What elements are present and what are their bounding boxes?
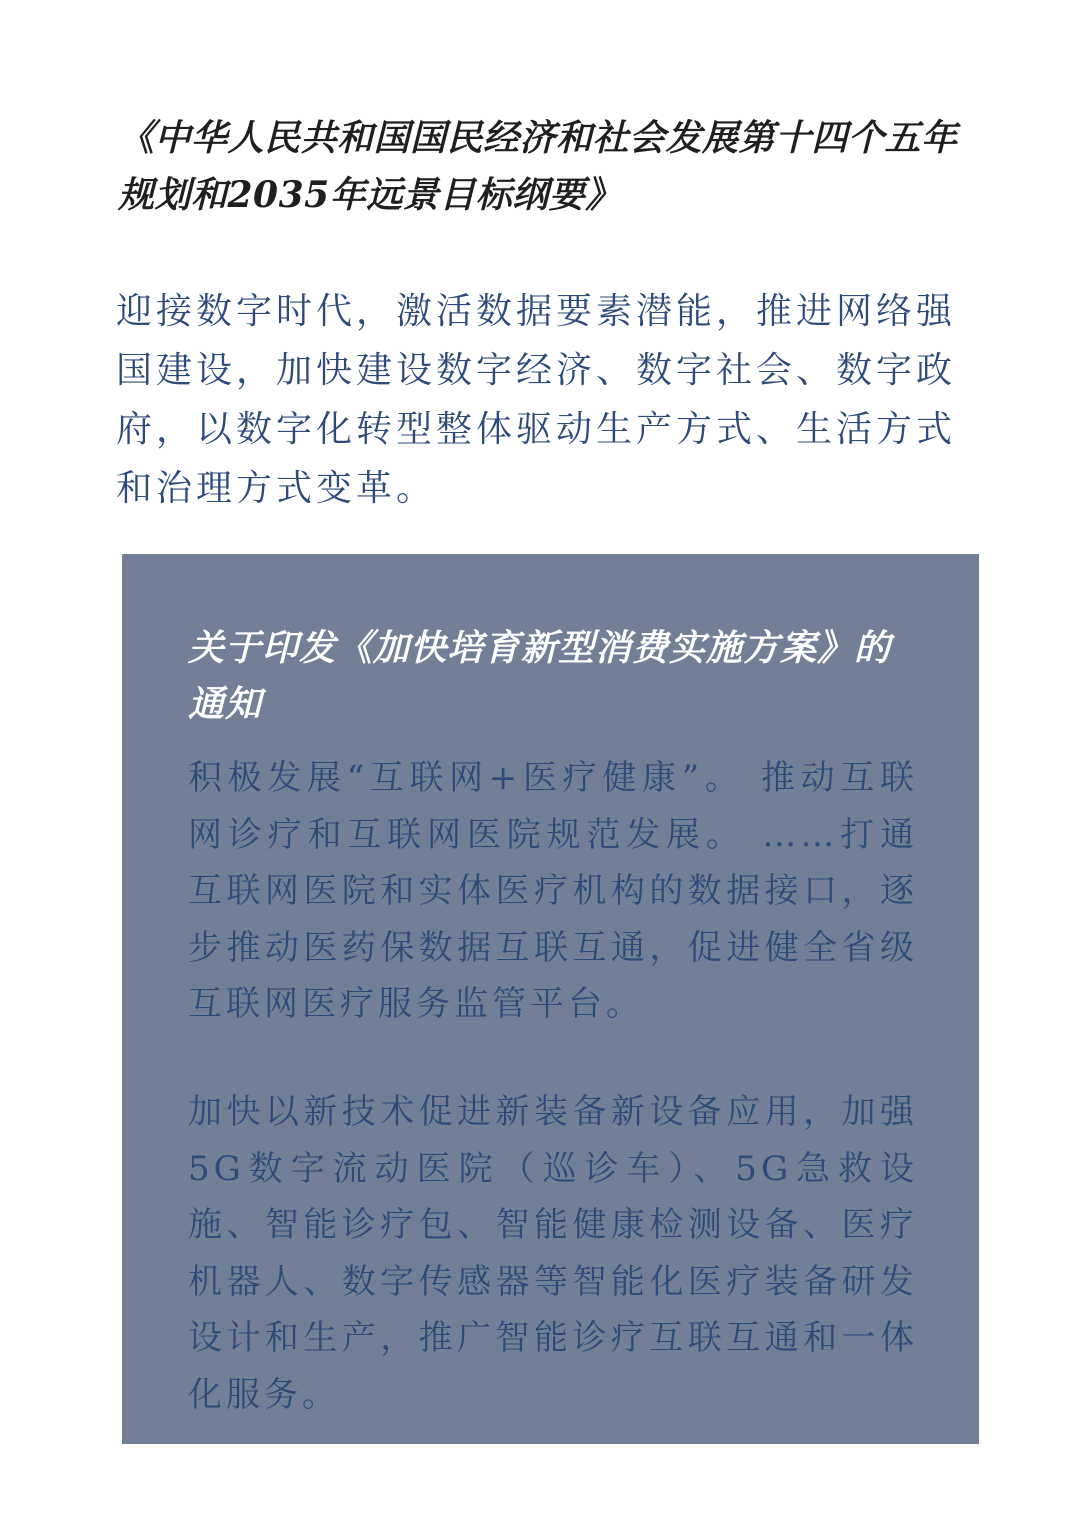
panel-paragraph: 加快以新技术促进新装备新设备应用，加强5G数字流动医院（巡诊车）、5G急救设施、智能诊疗包、智能健康检测设备、医疗机器人、数字传感器等智能化医疗装备研发设计和生产，推广智能诊疗互联互通和一体化服务。 [188, 1092, 918, 1415]
panel-paragraph: 积极发展“互联网+医疗健康”。 推动互联网诊疗和互联网医院规范发展。 ……打通互联网医院和实体医疗机构的数据接口，逐步推动医药保数据互联互通，促进健全省级互联网医疗服务监管平台。 [188, 758, 918, 1024]
intro-paragraph: 迎接数字时代，激活数据要素潜能，推进网络强国建设，加快建设数字经济、数字社会、数字政府，以数字化转型整体驱动生产方式、生活方式和治理方式变革。 [116, 291, 957, 509]
policy-panel [122, 554, 979, 1444]
document-title: 《中华人民共和国国民经济和社会发展第十四个五年规划和2035年远景目标纲要》 [118, 117, 958, 216]
panel-title: 关于印发《加快培育新型消费实施方案》的通知 [188, 627, 892, 725]
